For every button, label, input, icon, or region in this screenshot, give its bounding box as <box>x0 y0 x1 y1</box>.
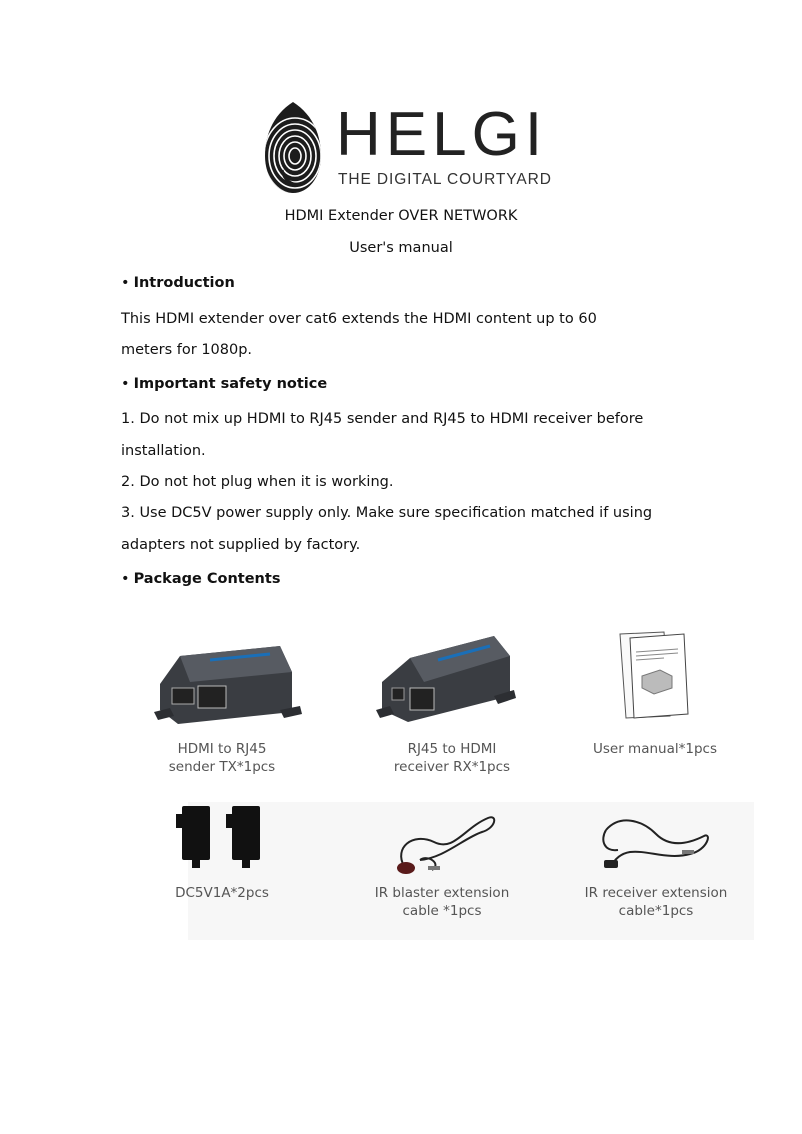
caption-line: receiver RX*1pcs <box>393 759 511 775</box>
manual-booklet-icon <box>614 630 694 722</box>
package-heading-text: Package Contents <box>133 571 281 587</box>
safety-heading-text: Important safety notice <box>133 376 328 392</box>
caption-line: cable *1pcs <box>402 903 482 919</box>
package-item-caption <box>150 884 294 902</box>
fingerprint-icon <box>262 100 324 196</box>
power-adapter-icon <box>174 804 264 868</box>
package-item-caption <box>580 740 730 758</box>
caption-line: RJ45 to HDMI <box>407 741 497 757</box>
document-subtitle: User's manual <box>349 240 453 256</box>
ir-receiver-cable-icon <box>596 810 716 876</box>
receiver-device-icon <box>374 626 524 726</box>
introduction-heading-text: Introduction <box>133 275 235 291</box>
package-item-caption <box>574 884 738 920</box>
package-heading <box>121 571 280 587</box>
introduction-heading <box>121 275 235 291</box>
package-contents-image <box>150 612 754 940</box>
caption-line: HDMI to RJ45 <box>177 741 267 757</box>
safety-line: adapters not supplied by factory. <box>121 537 361 553</box>
caption-line: IR receiver extension <box>584 885 728 901</box>
caption-line: User manual*1pcs <box>593 741 717 757</box>
safety-heading <box>121 376 327 392</box>
bullet: • <box>121 571 130 587</box>
caption-line: DC5V1A*2pcs <box>175 885 269 901</box>
document-title: HDMI Extender OVER NETWORK <box>284 208 518 224</box>
introduction-line: meters for 1080p. <box>121 342 253 358</box>
safety-line: 1. Do not mix up HDMI to RJ45 sender and RJ45 to HDMI receiver before <box>121 411 644 427</box>
caption-line: sender TX*1pcs <box>168 759 276 775</box>
ir-blaster-cable-icon <box>384 808 504 878</box>
safety-line: 3. Use DC5V power supply only. Make sure specification matched if using <box>121 505 653 521</box>
package-item-caption <box>360 884 524 920</box>
bullet: • <box>121 275 130 291</box>
caption-line: IR blaster extension <box>374 885 510 901</box>
introduction-line: This HDMI extender over cat6 extends the HDMI content up to 60 <box>121 311 597 327</box>
bullet: • <box>121 376 130 392</box>
sender-device-icon <box>150 632 310 732</box>
caption-line: cable*1pcs <box>618 903 694 919</box>
brand-name: HELGI <box>336 100 548 169</box>
safety-line: installation. <box>121 443 206 459</box>
brand-tagline: THE DIGITAL COURTYARD <box>338 171 552 188</box>
package-item-caption <box>150 740 294 776</box>
package-item-caption <box>370 740 534 776</box>
brand-logo <box>262 100 552 196</box>
safety-line: 2. Do not hot plug when it is working. <box>121 474 394 490</box>
